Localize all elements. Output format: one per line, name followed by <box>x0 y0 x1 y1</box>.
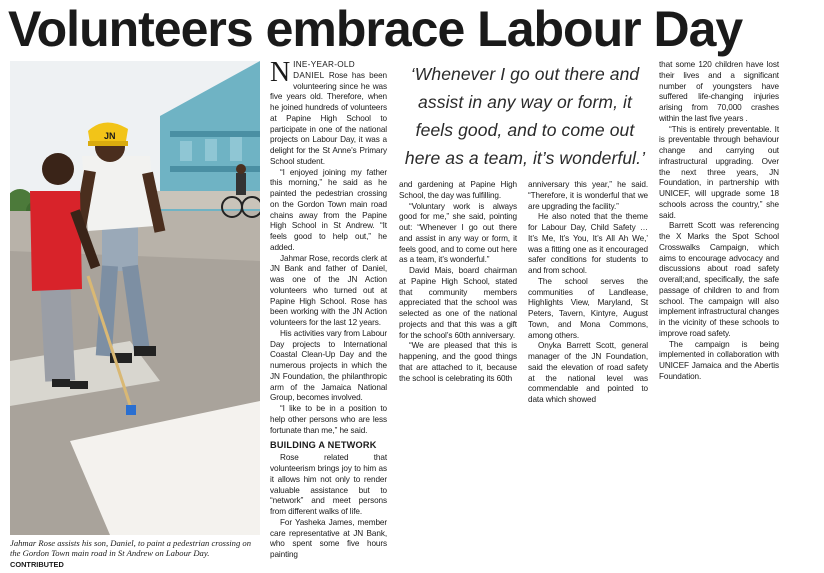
paragraph: Barrett Scott was referencing the X Marks the Spot School Crosswalks Campaign, which aims to encourage advocacy and discussions about road safety overall;and, specifically, the safe passage of children to and from school. The campaign will also implement infrastructural changes in the vicinity of these schools to improve road safety. <box>659 221 779 338</box>
lead-text: Rose has been volunteering since he was five years old. Therefore, when he joined hundreds of volunteers at Papine High School to participate in one of the national projects on Labour Day, it was a delight for the St Anne’s Primary School student. <box>270 70 387 166</box>
paragraph: Rose related that volunteerism brings joy to him as it allows him not only to render valuable assistance but to “network” and meet persons from different walks of life. <box>270 453 387 516</box>
drop-cap: N <box>270 57 291 88</box>
paragraph: “We are pleased that this is happening, and the good things that are attached to it, because the school is celebrating its 60th <box>399 341 517 383</box>
article-column-3 <box>528 180 648 406</box>
lead-paragraph <box>270 57 387 168</box>
photo-caption <box>10 538 262 570</box>
paragraph: “This is entirely preventable. It is preventable through behaviour change and carrying out infrastructural upgrading. Over the next three years, JN Foundation, in partnership with UNICEF, will upgrade some 18 schools across the country,” she said. <box>659 124 779 220</box>
paragraph: His activities vary from Labour Day projects to International Coastal Clean-Up Day and the numerous projects in which the JN Foundation, the philanthropic arm of the Jamaica National Group, becomes involved. <box>270 328 387 403</box>
article-column-1 <box>270 57 387 561</box>
paragraph: that some 120 children have lost their lives and a significant number of youngsters have suffered life-changing injuries arising from 70,000 crashes within the last five years . <box>659 60 779 123</box>
paragraph: and gardening at Papine High School, the day was fulfilling. <box>399 180 517 200</box>
paragraph: “Voluntary work is always good for me,” she said, pointing out: “Whenever I go out there and assist in any way or form, it feels good, and to come out here as a team, it’s wonderful.” <box>399 201 517 265</box>
lead-smallcaps: INE-YEAR-OLD DANIEL <box>293 60 355 80</box>
paragraph: David Mais, board chairman at Papine High School, stated that community members appreciated that the school was selected as one of the national projects and that this was a gift for the school’s 60th anniversary. <box>399 266 517 340</box>
cap-logo-text: JN <box>104 131 116 141</box>
paragraph: The campaign is being implemented in collaboration with UNICEF Jamaica and the Abertis Foundation. <box>659 339 779 381</box>
paragraph: Onyka Barrett Scott, general manager of the JN Foundation, said the elevation of road safety at the national level was commendable and pointed to data which showed <box>528 341 648 404</box>
caption-text: Jahmar Rose assists his son, Daniel, to paint a pedestrian crossing on the Gordon Town main road in St Andrew on Labour Day. <box>10 538 252 559</box>
paragraph: The school serves the communities of Landlease, Highlights View, Maryland, St Peters, Tavern, Kintyre, August Town, and Mona Commons, among others. <box>528 276 648 340</box>
paragraph: For Yasheka James, member care representative at JN Bank, who spent some five hours painting <box>270 517 387 559</box>
caption-credit: CONTRIBUTED <box>10 559 64 569</box>
article-column-2 <box>399 180 517 384</box>
paragraph: “I like to be in a position to help other persons who are less fortunate than me,” he said. <box>270 404 387 435</box>
paragraph: “I enjoyed joining my father this morning,” he said as he painted the pedestrian crossing on the Gordon Town main road chains away from the Papine High School in St Andrew. “It feels good to help out,” he added. <box>270 167 387 252</box>
paragraph: Jahmar Rose, records clerk at JN Bank and father of Daniel, was one of the JN Action volunteers who turned out at Papine High School. Rose has been working with the JN Action volunteers for the last 12 years. <box>270 253 387 327</box>
news-photo <box>10 61 260 535</box>
pull-quote: ‘Whenever I go out there and assist in any way or form, it feels good, and to come out here as a team, it’s wonderful.’ <box>404 64 646 168</box>
article-column-4 <box>659 60 779 383</box>
headline: Volunteers embrace Labour Day <box>8 1 743 57</box>
paragraph: He also noted that the theme for Labour Day, Child Safety … It’s Me, It’s You, It’s All Ah We,’ was a fitting one as it encouraged safer conditions for students to and from school. <box>528 212 648 275</box>
paragraph: anniversary this year,” he said. “Therefore, it is wonderful that we are upgrading the facility.” <box>528 180 648 211</box>
subhead: BUILDING A NETWORK <box>270 440 377 451</box>
